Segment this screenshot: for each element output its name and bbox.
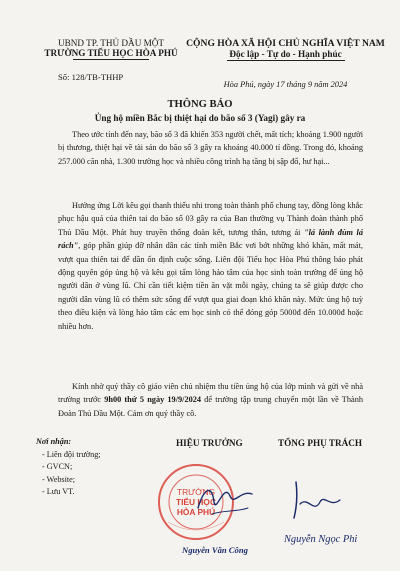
leader-signature-graphic [286,474,346,524]
document-type: THÔNG BÁO [167,99,233,110]
recipient-item: - Lưu VT. [42,487,75,497]
paragraph-2-rest: , góp phần giúp đỡ nhân dân các tỉnh miền Bắc vơi bớt những khó khăn, mất mát, vượt qua thiên tai để dần ổn định cuộc sống. Liên đội Tiểu học Hòa Phú thông báo phát động quyên góp ủng hộ và kêu gọi tấm lòng hảo tâm của học sinh toàn trường để ủng hộ người dân ở vùng lũ. Chỉ cần tiết kiệm tiền ăn vặt mỗi ngày, chúng ta sẽ giúp được cho người dân vùng lũ có thêm sức sống để vượt qua giai đoạn khó khăn này. Mức ủng hộ tuỳ theo điều kiện và lòng hảo tâm các em học sinh có thể đóng góp 5000đ đến 10.000đ hoặc nhiều hơn. [58,241,363,331]
stamp-line-1: TRƯỜNG [176,487,216,497]
recipient-item: - Website; [42,474,76,484]
recipient-item: - GVCN; [42,462,73,472]
body-paragraph-1: Theo ước tính đến nay, bão số 3 đã khiến 353 người chết, mất tích; khoảng 1.900 người bị thương, thiệt hại về tài sản do bão số 3 gây ra khoảng 40.000 tỉ đồng. Trong đó, khoảng 257.000 căn nhà, 1.300 trường học và nhiều công trình hạ tầng bị sập đổ, hư hại... [58,130,363,166]
body-paragraph-3 [58,380,363,420]
country-name: CỘNG HÒA XÃ HỘI CHỦ NGHĨA VIỆT NAM [186,38,385,49]
school-name: TRƯỜNG TIỂU HỌC HÒA PHÚ [44,48,178,58]
stamp-line-3: HÒA PHÚ [176,507,216,517]
deadline: 9h00 thứ 5 ngày 19/9/2024 [104,395,202,405]
issuer-block [36,38,186,60]
principal-name: Nguyễn Văn Công [182,545,248,555]
paragraph-2-intro: Hưởng ứng Lời kêu gọi thanh thiếu nhi trong toàn thành phố chung tay, đồng lòng khắc phục hậu quả của thiên tai do bão số 03 gây ra của Ban thường vụ Thành đoàn thành phố Thủ Dầu Một. Phát huy truyền thống đoàn kết, tương thân, tương ái [58,201,363,237]
recipient-item: - Liên đội trường; [42,449,101,459]
document-subject: Ủng hộ miền Bắc bị thiệt hại do bão số 3 (Yagi) gây ra [94,113,306,123]
national-heading [178,38,393,61]
paragraph-3-intro: Kính nhờ quý thầy cô giáo viên chủ nhiệm thu tiền ủng hộ của lớp mình và gửi về nhà trường trước [58,382,363,405]
stamp-line-2: TIỂU HỌC [175,497,217,507]
principal-title: HIỆU TRƯỞNG [176,438,243,448]
motto-underline [227,60,345,61]
leader-title: TỔNG PHỤ TRÁCH [278,438,363,448]
recipients-block [36,436,146,499]
proverb-quote: "lá lành đùm lá rách" [58,227,363,251]
school-underline [73,59,149,60]
principal-signature-graphic [190,474,260,524]
recipients-label: Nơi nhận: [36,437,72,446]
document-number: Số: 128/TB-THHP [58,72,124,82]
authority-name: UBND TP. THỦ DẦU MỘT [57,38,165,48]
national-motto: Độc lập - Tự do - Hạnh phúc [229,49,342,59]
place-date: Hòa Phú, ngày 17 tháng 9 năm 2024 [223,80,348,89]
body-paragraph-2 [58,199,363,333]
paragraph-3-rest: để trường tập trung chuyển một lần về Thành Đoàn Thủ Dầu Một. Cảm ơn quý thầy cô. [58,395,363,418]
leader-name: Nguyễn Ngọc Phi [284,534,358,545]
